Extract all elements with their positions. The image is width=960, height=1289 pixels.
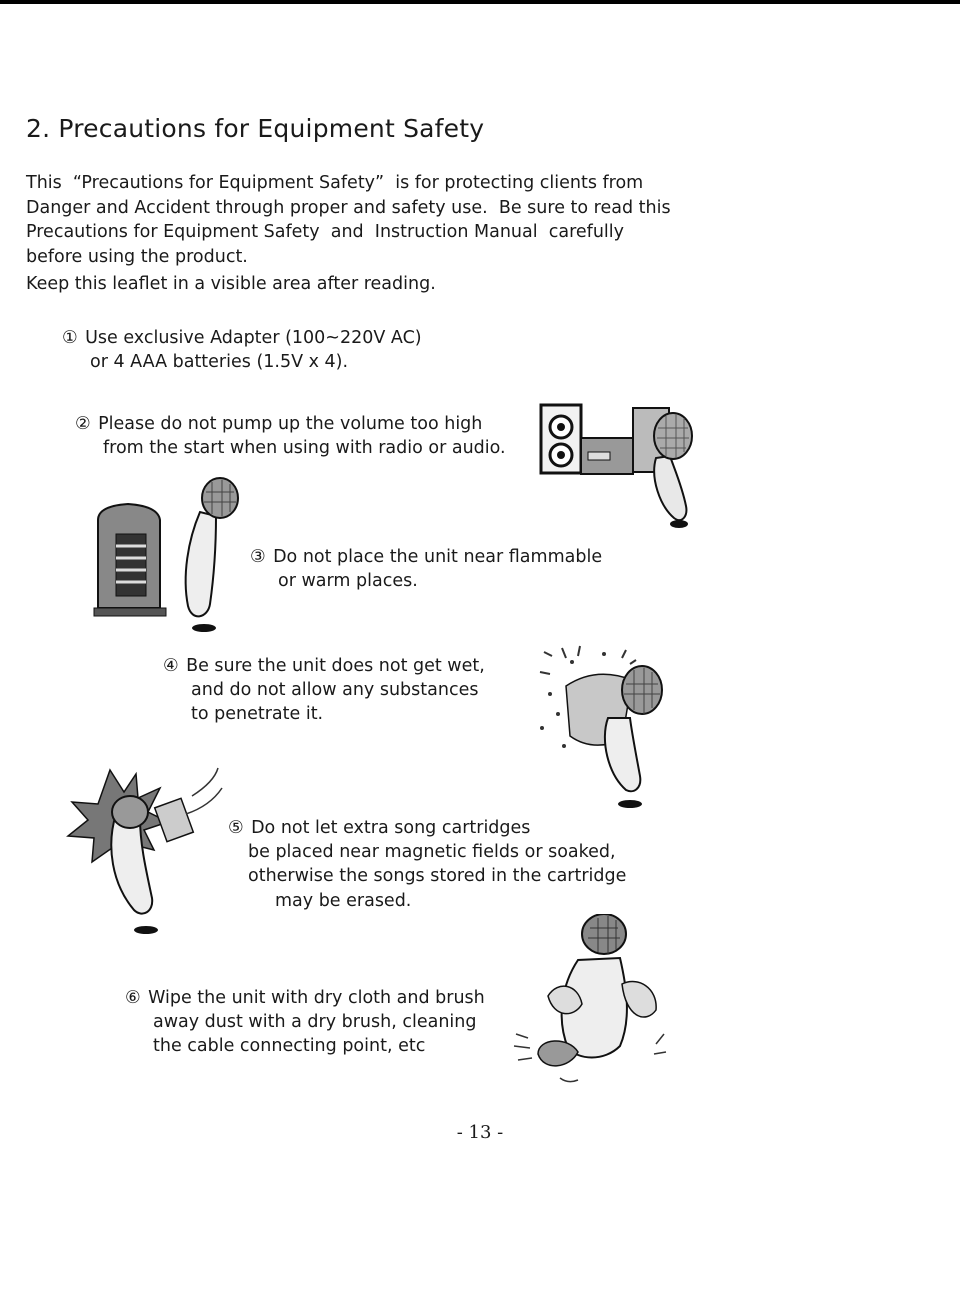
top-rule: [0, 0, 960, 4]
precaution-text: Please do not pump up the volume too high: [98, 414, 483, 434]
precaution-2: [75, 412, 506, 460]
precaution-text: Wipe the unit with dry cloth and brush: [148, 988, 485, 1008]
precaution-text: to penetrate it.: [191, 704, 324, 725]
precaution-5: [228, 816, 626, 913]
precaution-text: and do not allow any substances: [191, 680, 479, 701]
precaution-text: the cable connecting point, etc: [153, 1036, 426, 1057]
precaution-text: Use exclusive Adapter (100~220V AC): [85, 328, 422, 348]
precaution-number: ⑥: [125, 988, 141, 1008]
precaution-6: [125, 986, 485, 1059]
precaution-text: Be sure the unit does not get wet,: [186, 656, 485, 676]
precaution-number: ③: [250, 547, 266, 567]
precaution-text: Do not place the unit near flammable: [273, 547, 603, 567]
magnetic-field-illustration: [64, 766, 224, 938]
intro-line: Danger and Accident through proper and safety use. Be sure to read this: [26, 197, 671, 218]
precaution-number: ④: [163, 656, 179, 676]
stereo-speaker-illustration: [538, 402, 698, 534]
keep-note: Keep this leaflet in a visible area after reading.: [26, 274, 436, 294]
heater-illustration: [92, 476, 250, 638]
precaution-3: [250, 545, 602, 593]
precaution-text: away dust with a dry brush, cleaning: [153, 1012, 477, 1033]
precaution-text: or 4 AAA batteries (1.5V x 4).: [90, 352, 349, 373]
precaution-text: be placed near magnetic fields or soaked,: [248, 842, 616, 863]
intro-line: before using the product.: [26, 246, 248, 267]
page-number: - 13 -: [456, 1122, 504, 1143]
precaution-text: from the start when using with radio or audio.: [103, 438, 506, 459]
precaution-1: [62, 326, 422, 374]
precaution-text: otherwise the songs stored in the cartridge: [248, 866, 627, 887]
intro-line: Precautions for Equipment Safety and Instruction Manual carefully: [26, 222, 624, 242]
precaution-number: ①: [62, 328, 78, 348]
precaution-number: ②: [75, 414, 91, 434]
precaution-number: ⑤: [228, 818, 244, 838]
water-splash-illustration: [536, 644, 676, 812]
intro-paragraph: [26, 171, 746, 269]
precaution-text: Do not let extra song cartridges: [251, 818, 531, 838]
precaution-4: [163, 654, 485, 727]
cleaning-illustration: [508, 914, 668, 1090]
precaution-text: or warm places.: [278, 571, 418, 592]
section-title: 2. Precautions for Equipment Safety: [26, 114, 485, 143]
precaution-text: may be erased.: [275, 890, 412, 911]
intro-line: This “Precautions for Equipment Safety” is for protecting clients from: [26, 173, 644, 193]
